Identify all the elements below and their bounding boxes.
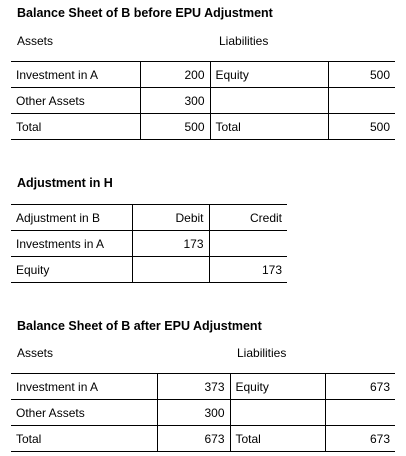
table-row bbox=[11, 400, 395, 426]
after-assets-header: Assets bbox=[17, 346, 54, 360]
asset-value: 300 bbox=[157, 400, 230, 426]
after-liabilities-header: Liabilities bbox=[237, 346, 287, 360]
table-row bbox=[11, 114, 395, 140]
table-row bbox=[11, 231, 287, 257]
debit-value bbox=[132, 257, 209, 283]
credit-value bbox=[209, 231, 287, 257]
before-liabilities-header: Liabilities bbox=[219, 34, 269, 48]
asset-name: Investment in A bbox=[11, 62, 140, 88]
adjustment-title: Adjustment in H bbox=[17, 176, 113, 190]
asset-value: 300 bbox=[140, 88, 210, 114]
liability-value: 500 bbox=[328, 62, 395, 88]
table-row bbox=[11, 62, 395, 88]
debit-value: 173 bbox=[132, 231, 209, 257]
asset-total-label: Total bbox=[11, 114, 140, 140]
liability-total-label: Total bbox=[230, 426, 325, 452]
table-row bbox=[11, 426, 395, 452]
liability-value bbox=[325, 400, 395, 426]
liability-value bbox=[328, 88, 395, 114]
account-name: Equity bbox=[11, 257, 132, 283]
before-title: Balance Sheet of B before EPU Adjustment bbox=[17, 6, 273, 20]
liability-total-label: Total bbox=[210, 114, 328, 140]
table-row bbox=[11, 257, 287, 283]
table-header-row bbox=[11, 205, 287, 231]
liability-value: 673 bbox=[325, 374, 395, 400]
liability-total-value: 500 bbox=[328, 114, 395, 140]
liability-name: Equity bbox=[230, 374, 325, 400]
column-header-account: Adjustment in B bbox=[11, 205, 132, 231]
asset-value: 373 bbox=[157, 374, 230, 400]
credit-value: 173 bbox=[209, 257, 287, 283]
table-row bbox=[11, 374, 395, 400]
asset-total-value: 673 bbox=[157, 426, 230, 452]
account-name: Investments in A bbox=[11, 231, 132, 257]
before-assets-header: Assets bbox=[17, 34, 54, 48]
after-balance-sheet-table bbox=[11, 373, 395, 452]
asset-total-value: 500 bbox=[140, 114, 210, 140]
column-header-credit: Credit bbox=[209, 205, 287, 231]
liability-name bbox=[230, 400, 325, 426]
liability-name bbox=[210, 88, 328, 114]
after-title: Balance Sheet of B after EPU Adjustment bbox=[17, 319, 262, 333]
adjustment-table bbox=[11, 204, 287, 283]
asset-name: Investment in A bbox=[11, 374, 157, 400]
asset-value: 200 bbox=[140, 62, 210, 88]
before-balance-sheet-table bbox=[11, 61, 395, 140]
column-header-debit: Debit bbox=[132, 205, 209, 231]
asset-total-label: Total bbox=[11, 426, 157, 452]
asset-name: Other Assets bbox=[11, 88, 140, 114]
liability-total-value: 673 bbox=[325, 426, 395, 452]
table-row bbox=[11, 88, 395, 114]
liability-name: Equity bbox=[210, 62, 328, 88]
asset-name: Other Assets bbox=[11, 400, 157, 426]
